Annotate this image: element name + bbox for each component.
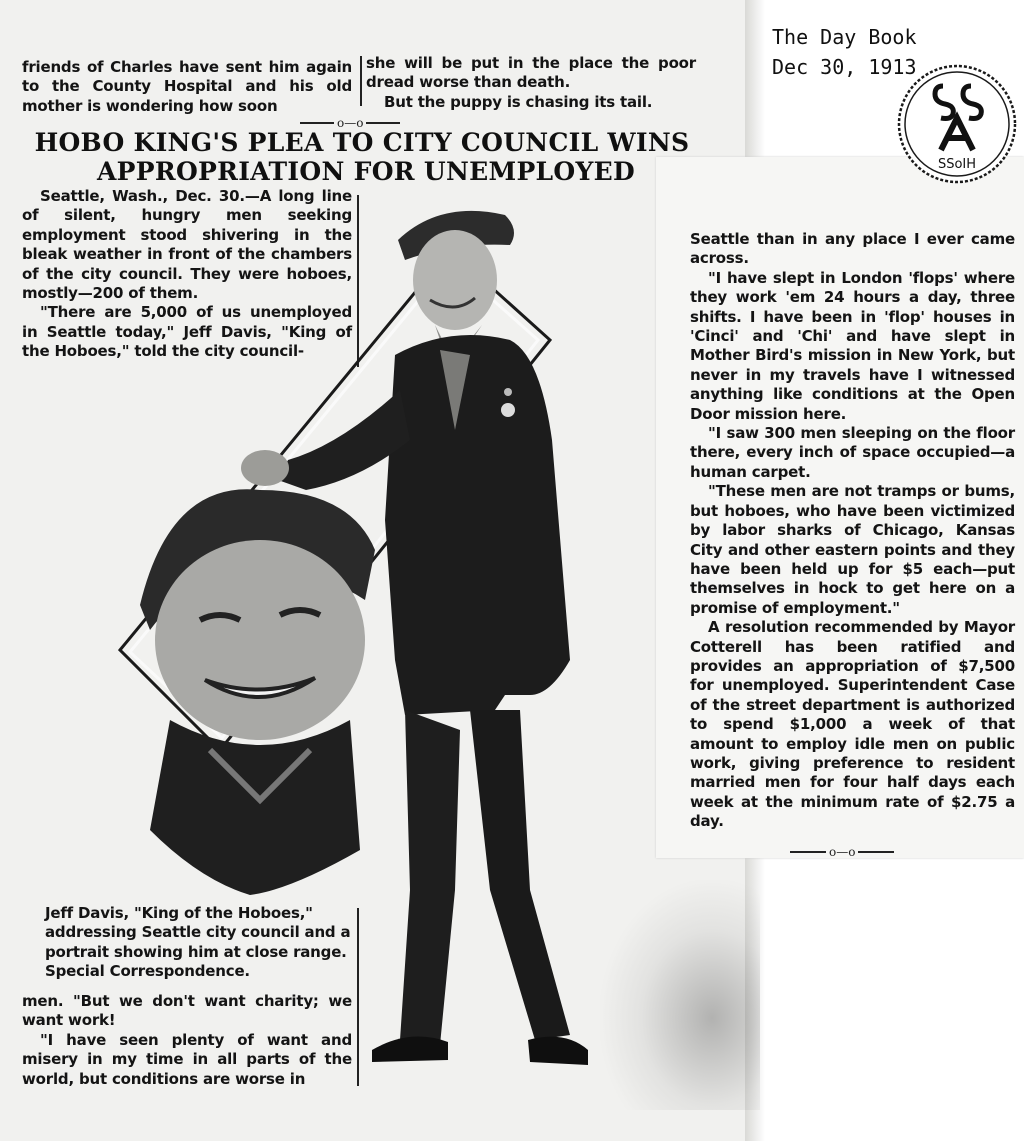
right-paragraph-3: "I saw 300 men sleeping on the floor there, every inch of space occupied—a human carpet. — [690, 424, 1015, 481]
article-continuation-column — [22, 992, 352, 1089]
end-ornament: o—o — [790, 846, 894, 858]
quote-paragraph: "There are 5,000 of us unemployed in Seattle today," Jeff Davis, "King of the Hoboes," told the city council- — [22, 303, 352, 361]
right-paragraph-5: A resolution recommended by Mayor Cotterell has been ratified and provides an appropriation of $7,500 for unemployed. Superintendent Case of the street department is authorized to spend $1,000 a week of that amount to employ idle men on public work, giving preference to resident married men for four half days each week at the minimum rate of $2.75 a day. — [690, 618, 1015, 831]
headline-line-1: HOBO KING'S PLEA TO CITY COUNCIL WINS — [34, 128, 690, 157]
publication-date: Dec 30, 1913 — [772, 55, 917, 79]
headline-line-2: APPROPRIATION FOR UNEMPLOYED — [96, 157, 635, 186]
continuation-paragraph-2: "I have seen plenty of want and misery in my time in all parts of the world, but conditions are worse in — [22, 1030, 352, 1088]
dateline: Seattle, Wash., Dec. 30. — [40, 187, 245, 205]
article-right-column — [690, 230, 1015, 832]
close-up-face-portrait — [140, 489, 375, 895]
right-paragraph-2: "I have slept in London 'flops' where they work 'em 24 hours a day, three shifts. I have been in 'flop' houses in 'Cinci' and 'Chi' and have slept in Mother Bird's mission in New York, but never in my travels have I witnessed anything like conditions at the Open Door mission here. — [690, 268, 1015, 423]
column-rule-caption — [357, 908, 359, 1086]
lead-paragraph: —A long line of silent, hungry men seeking employment stood shivering in the bleak weather in front of the chambers of the city council. They were hoboes, mostly—200 of them. — [22, 187, 352, 303]
photo-caption: Jeff Davis, "King of the Hoboes," addressing Seattle city council and a portrait showing him at close range. Special Correspondence. — [45, 904, 351, 981]
continuation-paragraph-1: men. "But we don't want charity; we want work! — [22, 992, 352, 1030]
ssoih-monogram-seal — [895, 62, 1019, 186]
publication-name: The Day Book — [772, 25, 917, 49]
right-paragraph-1: Seattle than in any place I ever came across. — [690, 230, 1015, 268]
top-ornament: o—o — [300, 117, 400, 129]
right-paragraph-4: "These men are not tramps or bums, but hoboes, who have been victimized by labor sharks of Chicago, Kansas City and other eastern points and they have been held up for $5 each—put themselves in hock to get here on a promise of employment." — [690, 482, 1015, 617]
carryover-right: she will be put in the place the poor dread worse than death. But the puppy is chasing its tail. — [366, 54, 696, 111]
column-rule-top — [360, 56, 362, 106]
seal-text: SSoIH — [937, 157, 977, 172]
carryover-left: friends of Charles have sent him again to the County Hospital and his old mother is wondering how soon — [22, 58, 352, 115]
headline — [22, 128, 702, 186]
